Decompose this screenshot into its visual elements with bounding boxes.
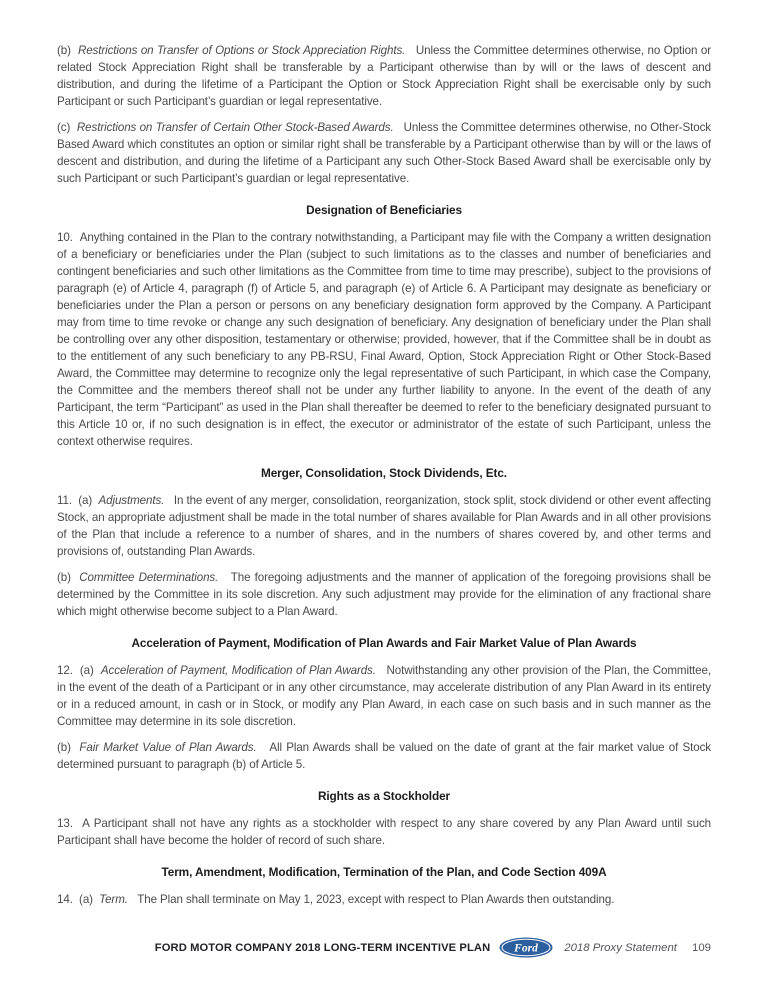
paragraph-text: The foregoing adjustments and the manner of application of the foregoing provisions shall be determined by the Committee in its sole discretion. Any such adjustment may provide for the elimination of any fractional share which might otherwise become subject to a Plan Award. [57,571,711,618]
paragraph-title: Term. [99,893,138,906]
paragraph-label: 12. (a) [57,664,101,677]
paragraph-label: 14. (a) [57,893,100,906]
paragraph-11b-committee-determinations [57,569,711,620]
paragraph-title: Acceleration of Payment, Modification of Plan Awards. [100,664,387,677]
paragraph-12a-acceleration [57,662,711,730]
paragraph-c-transfer-other-awards [57,119,711,187]
paragraph-title: Adjustments. [98,494,174,507]
paragraph-11a-adjustments [57,492,711,560]
section-heading-rights-as-stockholder: Rights as a Stockholder [317,789,451,803]
paragraph-label: 10. [57,231,80,244]
paragraph-title: Committee Determinations. [79,571,231,584]
section-heading-term-amendment-409a: Term, Amendment, Modification, Termination of the Plan, and Code Section 409A [161,865,607,879]
paragraph-10-beneficiaries [57,229,711,450]
ford-logo-script: Ford [514,942,539,955]
document-body [57,42,711,917]
paragraph-label: (b) [57,44,78,57]
paragraph-text: All Plan Awards shall be valued on the date of grant at the fair market value of Stock determined pursuant to paragraph (b) of Article 5. [57,741,711,771]
section-heading-acceleration-of-payment: Acceleration of Payment, Modification of Plan Awards and Fair Market Value of Plan Awards [131,636,637,650]
page-footer [57,937,711,958]
footer-brand-text: FORD MOTOR COMPANY 2018 LONG-TERM INCENTIVE PLAN [154,941,491,954]
page-number: 109 [691,941,711,954]
paragraph-text: In the event of any merger, consolidation, reorganization, stock split, stock dividend or other event affecting Stock, an appropriate adjustment shall be made in the total number of shares available for Plan Awards and in all other provisions of the Plan that include a reference to a number of shares, and in the numbers of shares covered by, and other terms and provisions of, outstanding Plan Awards. [57,494,711,558]
paragraph-text: Unless the Committee determines otherwise, no Option or related Stock Appreciation Right shall be transferable by a Participant otherwise than by will or the laws of descent and distribution, and during the lifetime of a Participant the Option or Stock Appreciation Right shall be exercisable only by such Participant or such Participant’s guardian or legal representative. [57,44,711,108]
paragraph-text: Notwithstanding any other provision of the Plan, the Committee, in the event of the death of a Participant or in any other circumstance, may accelerate distribution of any Plan Award in its entirety or in a reduced amount, in cash or in Stock, or modify any Plan Award, in each case on such basis and in such manner as the Committee may determine in its sole discretion. [57,664,711,728]
paragraph-14a-term [57,891,711,908]
paragraph-title: Fair Market Value of Plan Awards. [79,741,270,754]
paragraph-title: Restrictions on Transfer of Certain Other Stock-Based Awards. [76,121,404,134]
paragraph-12b-fair-market-value [57,739,711,773]
paragraph-b-transfer-options [57,42,711,110]
section-heading-merger-consolidation: Merger, Consolidation, Stock Dividends, Etc. [260,466,507,480]
paragraph-label: 11. (a) [57,494,99,507]
paragraph-label: 13. [57,817,83,830]
paragraph-label: (b) [57,741,80,754]
paragraph-text: The Plan shall terminate on May 1, 2023, except with respect to Plan Awards then outstanding. [137,893,615,906]
proxy-statement-label: 2018 Proxy Statement [564,941,677,954]
paragraph-title: Restrictions on Transfer of Options or Stock Appreciation Rights. [77,44,416,57]
paragraph-text: Unless the Committee determines otherwise, no Other-Stock Based Award which constitutes an option or similar right shall be transferable by a Participant otherwise than by will or the laws of descent and distribution, and during the lifetime of a Participant any such Other-Stock Based Award shall be exercisable only by such Participant or such Participant’s guardian or legal representative. [57,121,712,185]
paragraph-13-stockholder-rights [57,815,711,849]
paragraph-label: (b) [57,571,80,584]
paragraph-text: A Participant shall not have any rights as a stockholder with respect to any share covered by any Plan Award until such Participant shall have become the holder of record of such share. [57,817,711,847]
ford-logo-icon [499,937,553,958]
section-heading-designation-of-beneficiaries: Designation of Beneficiaries [306,203,462,217]
paragraph-label: (c) [57,121,77,134]
paragraph-text: Anything contained in the Plan to the contrary notwithstanding, a Participant may file with the Company a written designation of a beneficiary or beneficiaries under the Plan (subject to such limitations as to the classes and number of beneficiaries and contingent beneficiaries and such other limitations as the Committee from time to time may prescribe), subject to the provisions of paragraph (e) of Article 4, paragraph (f) of Article 5, and paragraph (e) of Article 6. A Participant may designate as beneficiary or beneficiaries under the Plan a person or persons on any beneficiary designation form approved by the Company. A Participant may from time to time revoke or change any such designation of beneficiary. Any designation of beneficiary under the Plan shall be controlling over any other disposition, testamentary or otherwise; provided, however, that if the Committee shall be in doubt as to the entitlement of any such beneficiary to any PB-RSU, Final Award, Option, Stock Appreciation Right or Other Stock-Based Award, the Committee may determine to recognize only the legal representative of such Participant, in which case the Company, the Committee and the members thereof shall not be under any further liability to anyone. In the event of the death of any Participant, the term “Participant” as used in the Plan shall thereafter be deemed to refer to the beneficiary designated pursuant to this Article 10 or, if no such designation is in effect, the executor or administrator of the estate of such Participant, unless the context otherwise requires. [57,231,711,448]
